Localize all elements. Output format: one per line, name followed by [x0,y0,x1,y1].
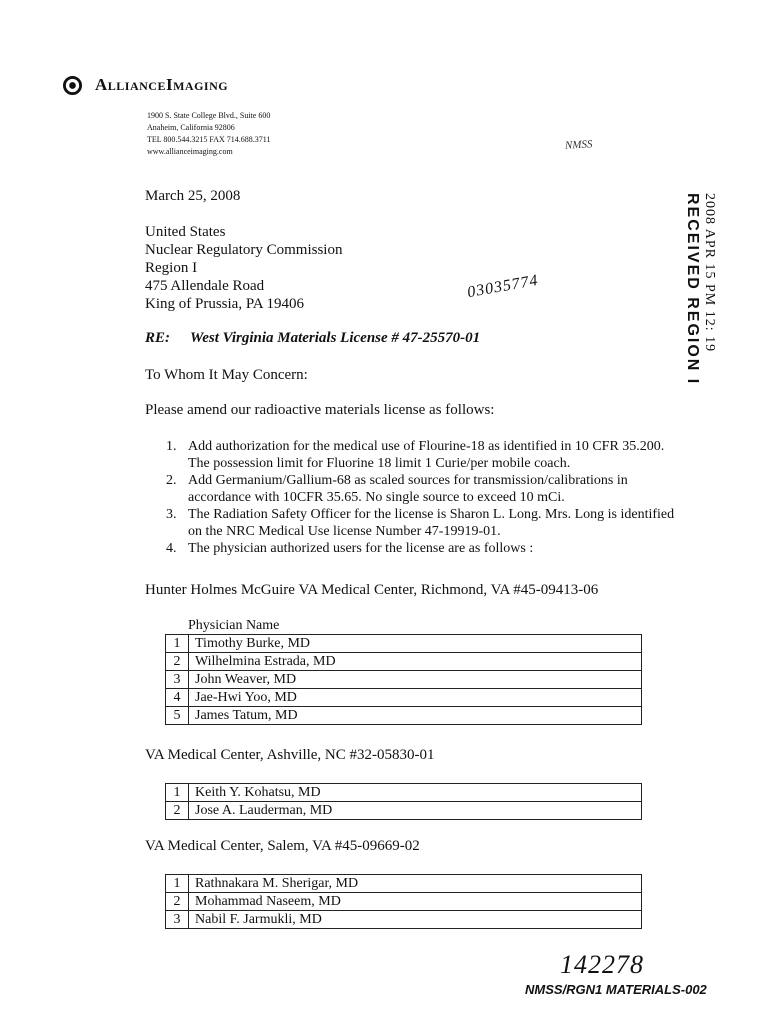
recipient-line: Region I [145,260,198,276]
facility-heading: VA Medical Center, Ashville, NC #32-05830-01 [145,747,435,763]
physician-name: Wilhelmina Estrada, MD [189,653,642,671]
row-number: 1 [166,784,189,802]
row-number: 3 [166,911,189,929]
row-number: 2 [166,653,189,671]
table-row [166,671,642,689]
list-item-number: 3. [166,507,177,522]
table-row [166,689,642,707]
received-stamp [677,193,717,386]
physician-name: Nabil F. Jarmukli, MD [189,911,642,929]
company-name: AllianceImaging [95,75,229,94]
address-line: 1900 S. State College Blvd., Suite 600 [147,111,271,120]
list-item-number: 4. [166,541,177,556]
row-number: 2 [166,802,189,820]
list-item-text: The Radiation Safety Officer for the license is Sharon L. Long. Mrs. Long is identified on the NRC Medical Use license Number 47-19919-01. [188,507,675,539]
handwritten-document-number: 142278 [560,950,644,979]
list-item [166,506,676,540]
table-row [166,875,642,893]
table-row [166,893,642,911]
recipient-line: 475 Allendale Road [145,278,265,294]
table-row [166,784,642,802]
received-stamp-date: 2008 APR 15 PM 12: 19 [702,193,717,353]
physician-name: Keith Y. Kohatsu, MD [189,784,642,802]
physician-name: Mohammad Naseem, MD [189,893,642,911]
row-number: 1 [166,875,189,893]
amendment-list [166,438,676,557]
salutation: To Whom It May Concern: [145,367,308,383]
table-row [166,802,642,820]
list-item-text: Add Germanium/Gallium-68 as scaled sources for transmission/calibrations in accordance with 10CFR 35.65. No single source to exceed 10 mCi. [188,473,628,505]
received-stamp-label: RECEIVED REGION I [684,193,701,386]
address-line: TEL 800.544.3215 FAX 714.688.3711 [147,135,271,144]
list-item-text: Add authorization for the medical use of Flourine-18 as identified in 10 CFR 35.200. The possession limit for Fluorine 18 limit 1 Curie/per mobile coach. [188,439,665,471]
physician-table [165,634,642,725]
facility-heading: Hunter Holmes McGuire VA Medical Center, Richmond, VA #45-09413-06 [145,582,599,598]
physician-name: Timothy Burke, MD [189,635,642,653]
physician-name: Rathnakara M. Sherigar, MD [189,875,642,893]
physician-name: Jose A. Lauderman, MD [189,802,642,820]
subject-label: RE: [145,330,171,346]
letter-date: March 25, 2008 [145,188,241,204]
address-line: www.allianceimaging.com [147,147,233,156]
list-item [166,540,676,557]
intro-paragraph: Please amend our radioactive materials license as follows: [145,402,495,418]
physician-table [165,783,642,820]
table-row [166,707,642,725]
physician-name: Jae-Hwi Yoo, MD [189,689,642,707]
physician-name: John Weaver, MD [189,671,642,689]
recipient-line: Nuclear Regulatory Commission [145,242,343,258]
physician-column-header: Physician Name [188,618,280,633]
row-number: 4 [166,689,189,707]
row-number: 1 [166,635,189,653]
table-row [166,653,642,671]
physician-name: James Tatum, MD [189,707,642,725]
physician-table [165,874,642,929]
facility-heading: VA Medical Center, Salem, VA #45-09669-02 [145,838,420,854]
recipient-line: United States [145,224,226,240]
recipient-address [145,223,342,313]
list-item-number: 1. [166,439,177,454]
handwritten-office-note: NMSS [564,138,593,152]
footer-stamp: NMSS/RGN1 MATERIALS-002 [525,982,707,997]
subject-line [145,330,480,347]
subject-text: West Virginia Materials License # 47-25570-01 [190,330,481,346]
list-item-text: The physician authorized users for the license are as follows : [188,541,534,556]
address-line: Anaheim, California 92806 [147,123,235,132]
list-item [166,438,676,472]
company-address [147,110,270,158]
row-number: 2 [166,893,189,911]
alliance-logo-icon [63,76,82,95]
row-number: 3 [166,671,189,689]
table-row [166,911,642,929]
row-number: 5 [166,707,189,725]
recipient-line: King of Prussia, PA 19406 [145,296,305,312]
list-item-number: 2. [166,473,177,488]
list-item [166,472,676,506]
handwritten-control-number: 03035774 [465,271,540,302]
table-row [166,635,642,653]
